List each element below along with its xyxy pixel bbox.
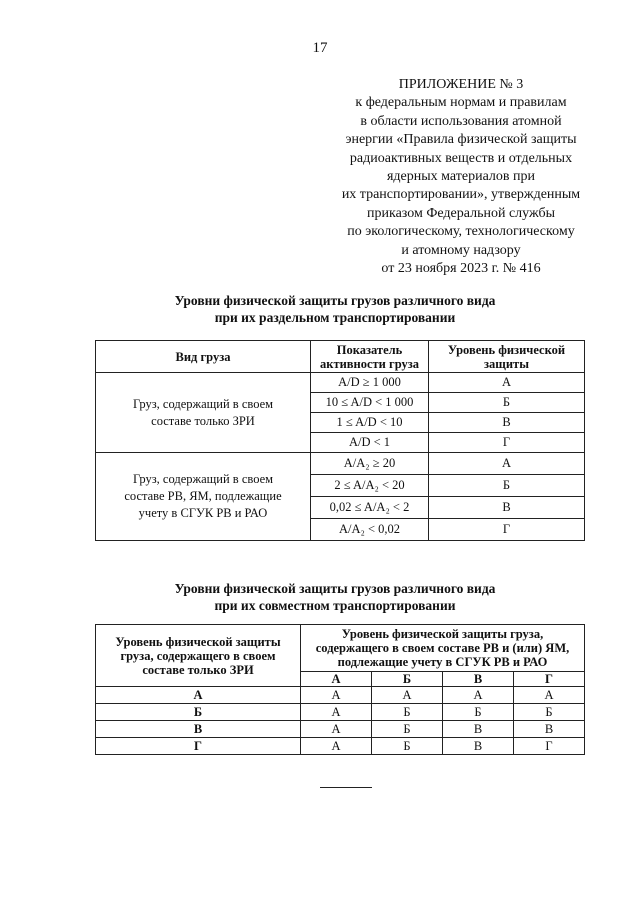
table-row (96, 721, 585, 738)
cargo-type-cell: Груз, содержащий в своем составе РВ, ЯМ, подлежащие учету в СГУК РВ и РАО (96, 453, 311, 541)
appendix-header (326, 76, 596, 278)
appendix-date-line: от 23 ноября 2023 г. № 416 (381, 261, 541, 277)
joint-transport-table (95, 624, 585, 755)
matrix-cell: Б (372, 738, 443, 755)
appendix-line: и атомному надзору (401, 242, 521, 258)
row-label: Г (96, 738, 301, 755)
table-header-row (96, 341, 585, 373)
appendix-line: их транспортировании», утвержденным (341, 187, 581, 203)
matrix-cell: А (443, 687, 514, 704)
cargo-type-cell: Груз, содержащий в своем составе только ЗРИ (96, 373, 311, 453)
activity-cell: A/A₂ < 0,02 (311, 519, 429, 541)
matrix-cell: А (301, 721, 372, 738)
activity-cell: 0,02 ≤ A/A₂ < 2 (311, 497, 429, 519)
header-cargo-type: Вид груза (96, 341, 311, 373)
header-activity-indicator: Показатель активности груза (311, 341, 429, 373)
matrix-cell: Б (443, 704, 514, 721)
header-zri-level: Уровень физической защиты груза, содержащего в своем составе только ЗРИ (96, 625, 301, 687)
level-cell: А (429, 373, 585, 393)
level-cell: В (429, 413, 585, 433)
matrix-cell: Г (514, 738, 585, 755)
level-cell: А (429, 453, 585, 475)
appendix-line: в области использования атомной (360, 113, 562, 129)
activity-cell: 1 ≤ A/D < 10 (311, 413, 429, 433)
appendix-line: к федеральным нормам и правилам (355, 95, 567, 111)
row-label: А (96, 687, 301, 704)
level-cell: Б (429, 393, 585, 413)
separate-transport-table (95, 340, 585, 541)
matrix-cell: А (301, 704, 372, 721)
column-header: Г (514, 672, 585, 687)
column-header: А (301, 672, 372, 687)
appendix-title: ПРИЛОЖЕНИЕ № 3 (398, 77, 524, 92)
level-cell: Г (429, 519, 585, 541)
table1-heading-line: Уровни физической защиты грузов различного вида (174, 293, 496, 308)
appendix-line: энергии «Правила физической защиты (345, 132, 577, 148)
row-label: В (96, 721, 301, 738)
table-row (96, 453, 585, 475)
matrix-cell: А (301, 687, 372, 704)
matrix-cell: А (301, 738, 372, 755)
table-row (96, 738, 585, 755)
matrix-cell: В (514, 721, 585, 738)
activity-cell: A/D ≥ 1 000 (311, 373, 429, 393)
activity-cell: 2 ≤ A/A₂ < 20 (311, 475, 429, 497)
activity-cell: 10 ≤ A/D < 1 000 (311, 393, 429, 413)
header-rv-level: Уровень физической защиты груза, содержащего в своем составе РВ и (или) ЯМ, подлежащие учету в СГУК РВ и РАО (301, 625, 585, 672)
table-row (96, 373, 585, 393)
activity-cell: A/A₂ ≥ 20 (311, 453, 429, 475)
page-number: 17 (312, 40, 328, 56)
table2-heading-line: Уровни физической защиты грузов различного вида (174, 581, 496, 596)
matrix-cell: В (443, 721, 514, 738)
level-cell: В (429, 497, 585, 519)
level-cell: Б (429, 475, 585, 497)
appendix-line: по экологическому, технологическому (347, 224, 575, 240)
column-header: Б (372, 672, 443, 687)
matrix-cell: Б (372, 704, 443, 721)
header-protection-level: Уровень физической защиты (429, 341, 585, 373)
table1-heading-line: при их раздельном транспортировании (214, 310, 456, 325)
column-header: В (443, 672, 514, 687)
table-header-row (96, 625, 585, 672)
appendix-line: радиоактивных веществ и отдельных (349, 150, 573, 166)
appendix-line: ядерных материалов при (386, 169, 536, 185)
matrix-cell: Б (372, 721, 443, 738)
table-row (96, 687, 585, 704)
row-label: Б (96, 704, 301, 721)
matrix-cell: А (514, 687, 585, 704)
level-cell: Г (429, 433, 585, 453)
matrix-cell: А (372, 687, 443, 704)
table1-heading (0, 292, 640, 326)
table2-heading (0, 580, 640, 614)
end-divider (320, 787, 372, 788)
appendix-line: приказом Федеральной службы (367, 205, 555, 221)
table2-heading-line: при их совместном транспортировании (214, 598, 456, 613)
table-row (96, 704, 585, 721)
activity-cell: A/D < 1 (311, 433, 429, 453)
matrix-cell: В (443, 738, 514, 755)
matrix-cell: Б (514, 704, 585, 721)
